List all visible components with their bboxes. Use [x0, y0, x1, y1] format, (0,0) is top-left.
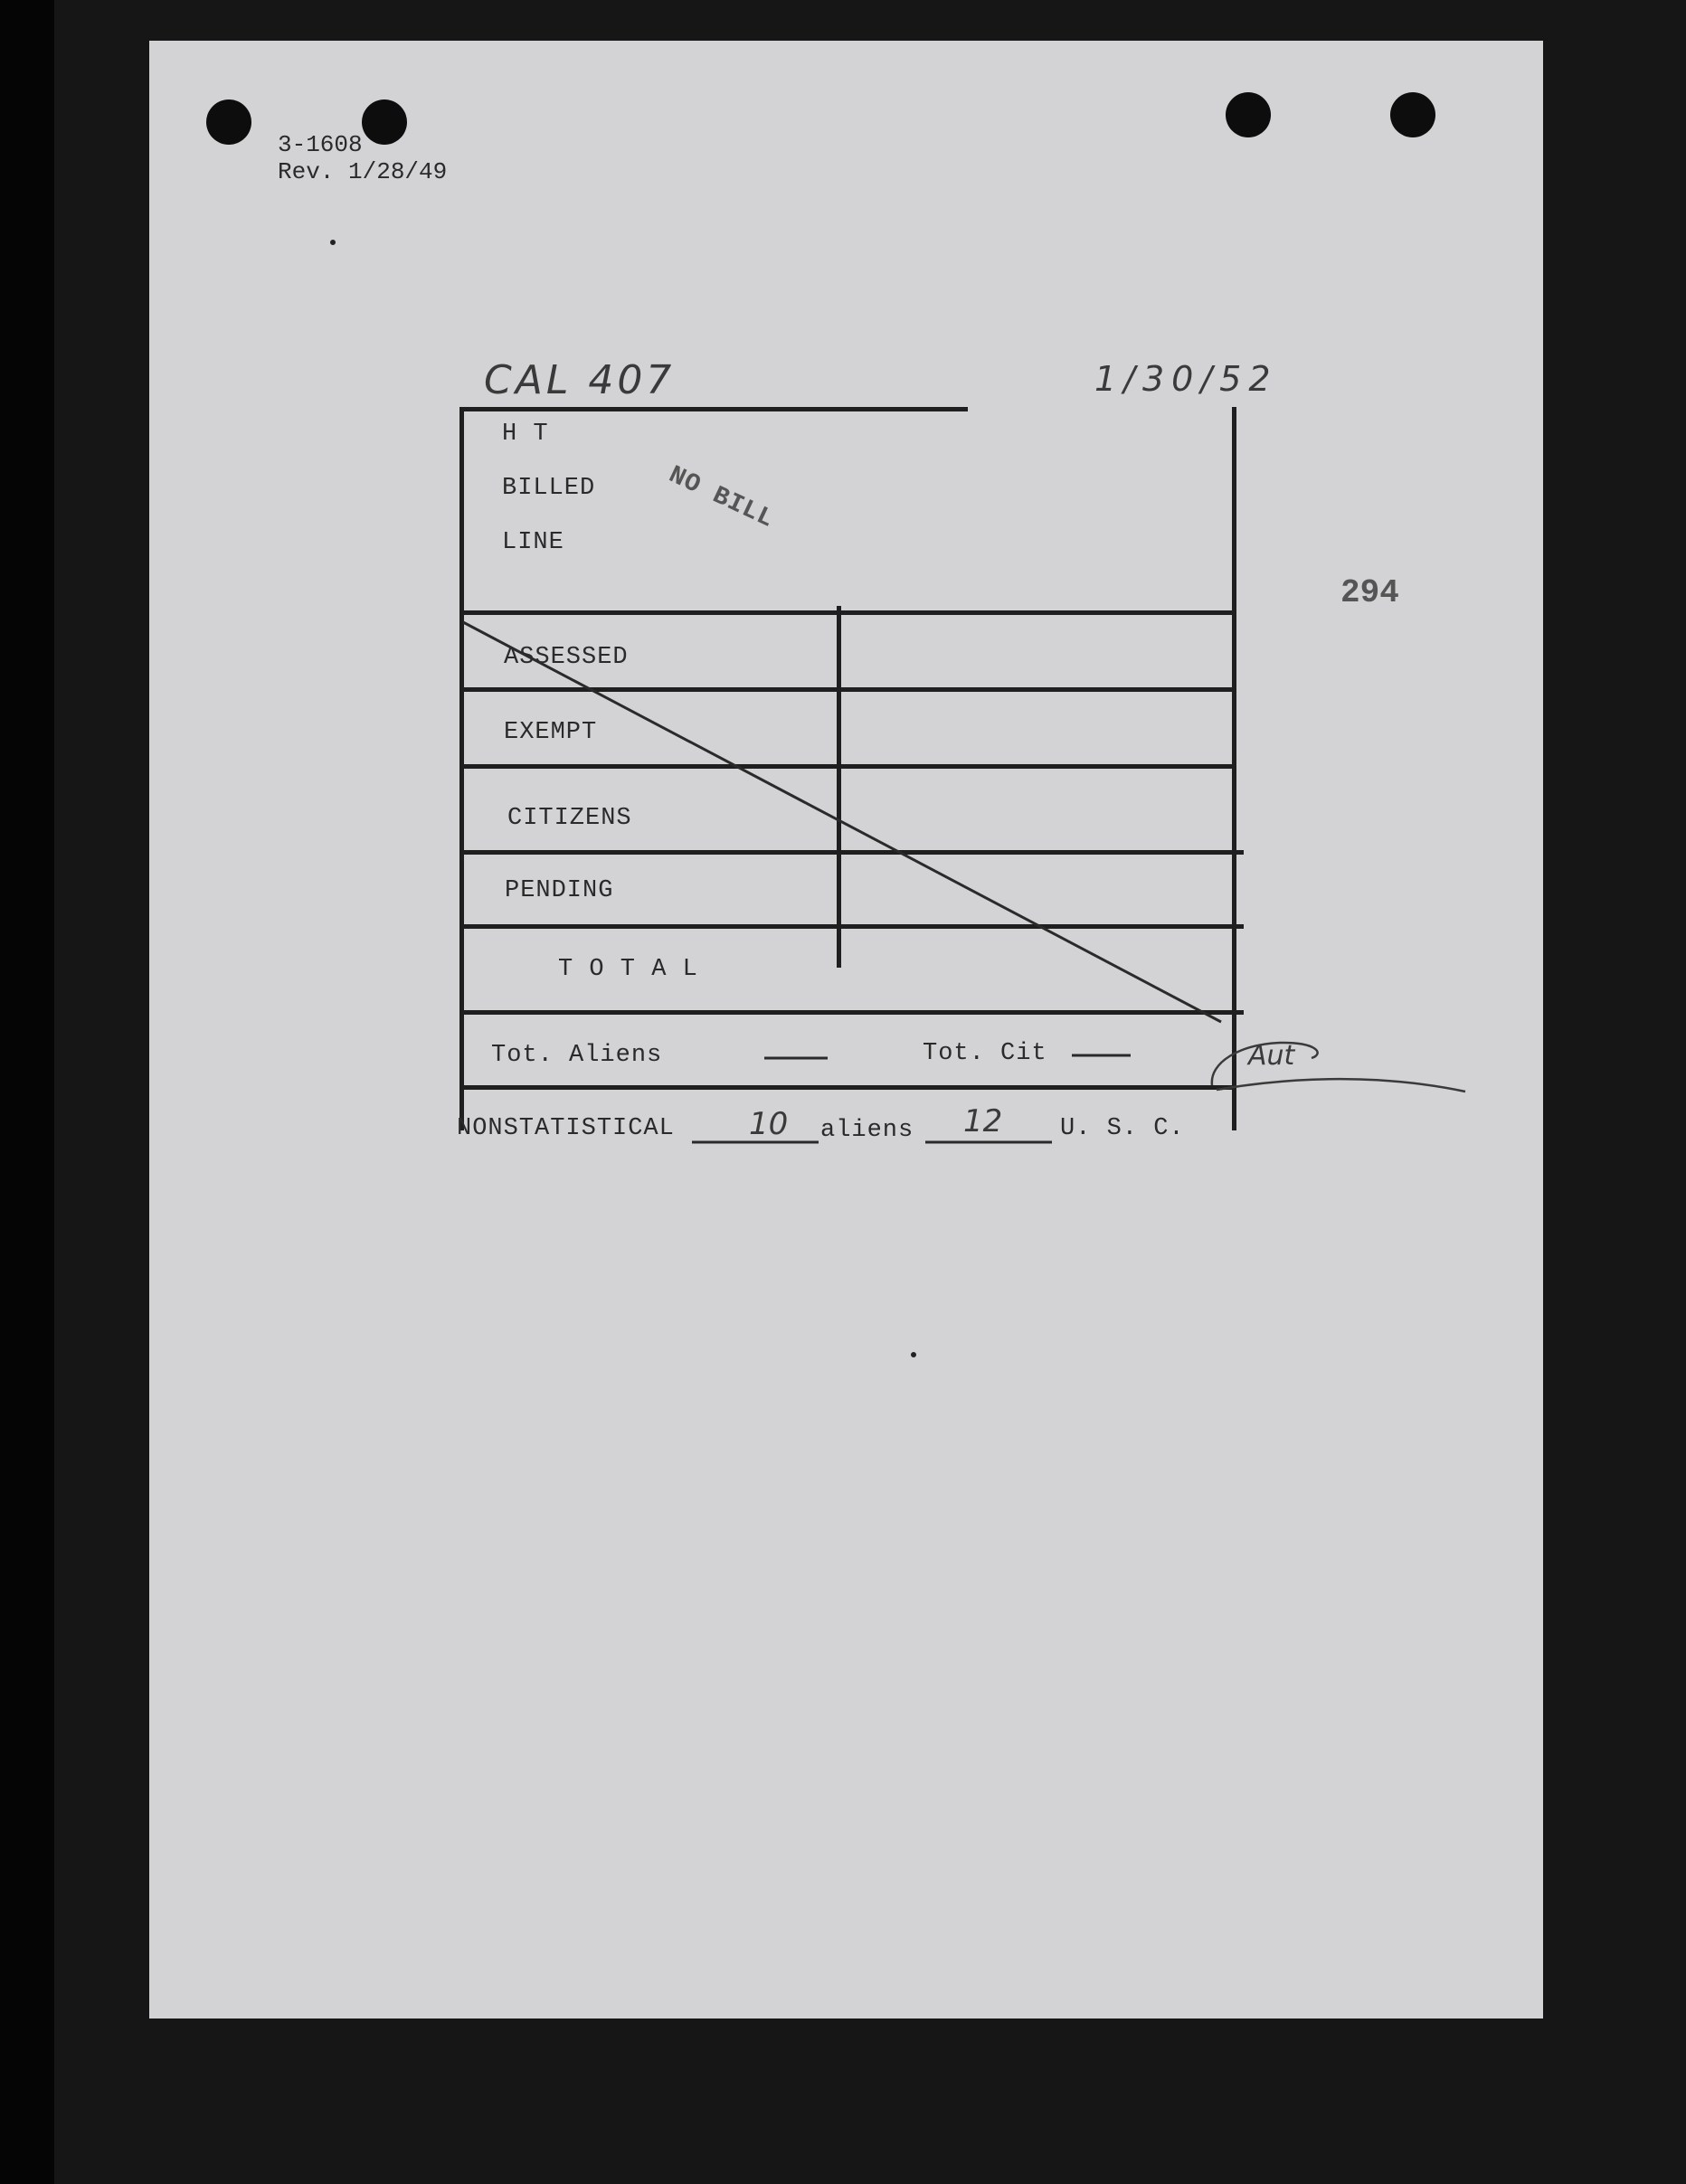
nonstat-usc-label: U. S. C.: [1060, 1115, 1185, 1142]
row-label-assessed: ASSESSED: [504, 644, 629, 671]
strike-overlay: [149, 41, 1543, 2019]
box-header-ht: H T: [502, 421, 549, 448]
form-number: 3-1608: [278, 131, 363, 158]
nonstat-label: NONSTATISTICAL: [457, 1115, 675, 1142]
document-page: [149, 41, 1543, 2019]
tot-aliens-label: Tot. Aliens: [491, 1042, 663, 1069]
page-number-stamp: 294: [1340, 574, 1399, 611]
paper-speck: [330, 240, 336, 245]
scan-border: [0, 0, 54, 2184]
nonstat-aliens-label: aliens: [820, 1117, 914, 1144]
signature-initials: Aut: [1248, 1040, 1295, 1072]
tot-cit-label: Tot. Cit: [923, 1040, 1047, 1067]
no-bill-stamp: NO BILL: [664, 461, 779, 534]
form-revision: Rev. 1/28/49: [278, 158, 448, 185]
handwritten-date: 1/30/52: [1094, 359, 1278, 399]
nonstat-usc-count: 12: [963, 1103, 1003, 1139]
diagonal-strike-line: [463, 622, 1221, 1022]
handwritten-ref: CAL 407: [484, 357, 676, 403]
paper-speck: [911, 1352, 916, 1357]
row-label-exempt: EXEMPT: [504, 719, 598, 746]
nonstat-aliens-count: 10: [749, 1106, 789, 1142]
box-header-line: LINE: [502, 529, 564, 556]
total-label: T O T A L: [558, 956, 698, 983]
row-label-citizens: CITIZENS: [507, 805, 632, 832]
row-label-pending: PENDING: [505, 877, 614, 904]
box-header-billed: BILLED: [502, 475, 596, 502]
